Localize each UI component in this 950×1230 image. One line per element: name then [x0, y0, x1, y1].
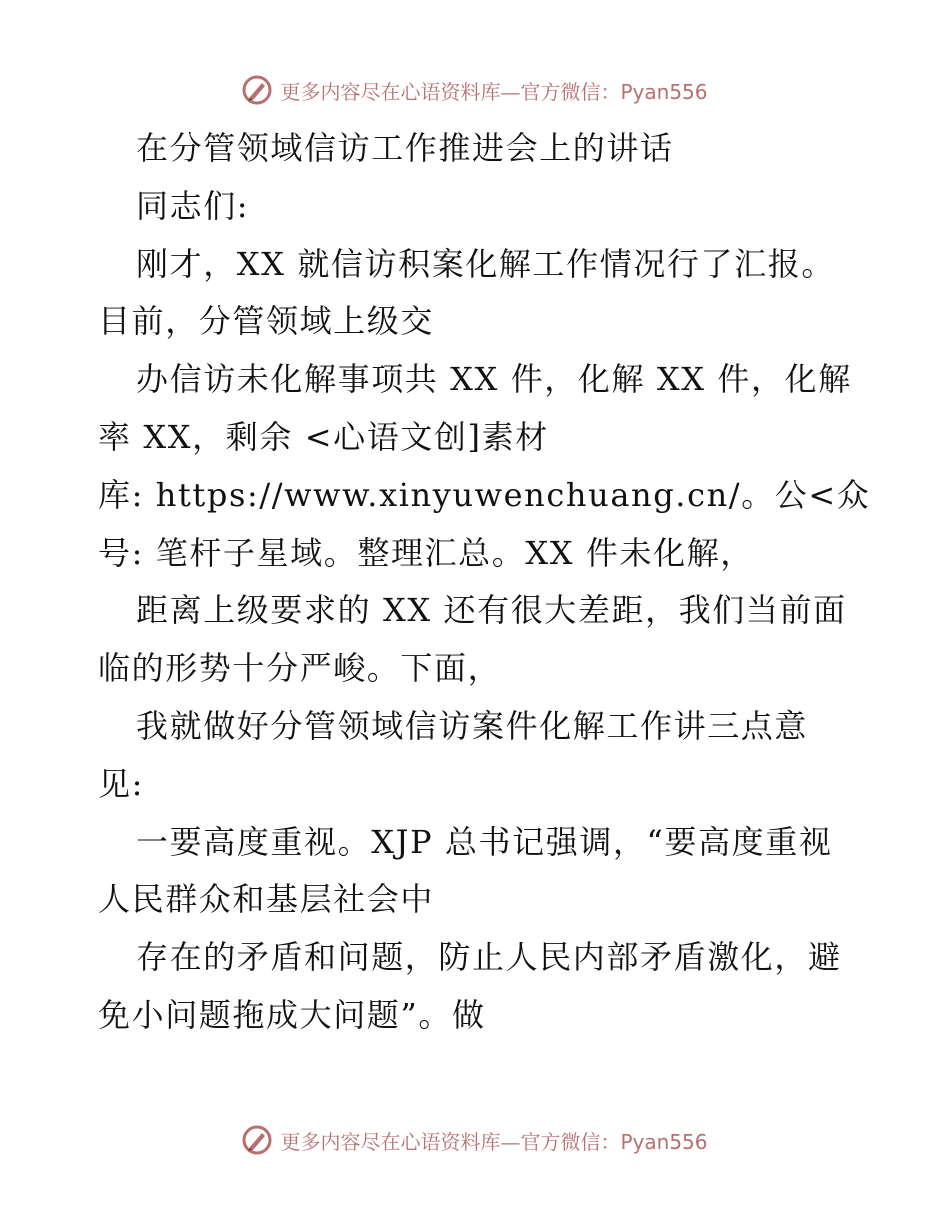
text-line: 临的形势十分严峻。下面， [98, 649, 502, 688]
document-body [98, 120, 871, 1045]
text-line: 号: 笔杆子星域。整理汇总。XX 件未化解， [98, 533, 754, 572]
text-line: 距离上级要求的 XX 还有很大差距，我们当前面 [136, 591, 847, 630]
text-line: 免小问题拖成大问题”。做 [98, 995, 486, 1034]
watermark-text: 更多内容尽在心语资料库—官方微信：Pyan556 [280, 79, 708, 104]
watermark-text: 更多内容尽在心语资料库—官方微信：Pyan556 [280, 1129, 708, 1154]
pen-logo-icon [242, 1125, 272, 1155]
text-line: 目前，分管领域上级交 [98, 302, 435, 341]
text-line: 率 XX，剩余 <心语文创]素材 [98, 417, 549, 456]
footer-watermark-banner [0, 1120, 950, 1160]
text-line: 在分管领域信访工作推进会上的讲话 [136, 129, 674, 167]
text-line: 见: [98, 764, 144, 803]
text-line: 存在的矛盾和问题，防止人民内部矛盾激化，避 [136, 938, 842, 977]
text-line: 人民群众和基层社会中 [98, 880, 435, 919]
header-watermark-banner [0, 70, 950, 110]
text-line: 我就做好分管领域信访案件化解工作讲三点意 [136, 706, 809, 745]
text-line: 同志们: [136, 186, 250, 225]
text-line: 刚才，XX 就信访积案化解工作情况行了汇报。 [136, 244, 835, 283]
text-line: 库: https://www.xinyuwenchuang.cn/。公<众 [98, 475, 871, 514]
text-line: 一要高度重视。XJP 总书记强调，“要高度重视 [136, 822, 833, 861]
text-line: 办信访未化解事项共 XX 件，化解 XX 件，化解 [136, 360, 852, 399]
pen-logo-icon [242, 75, 272, 105]
